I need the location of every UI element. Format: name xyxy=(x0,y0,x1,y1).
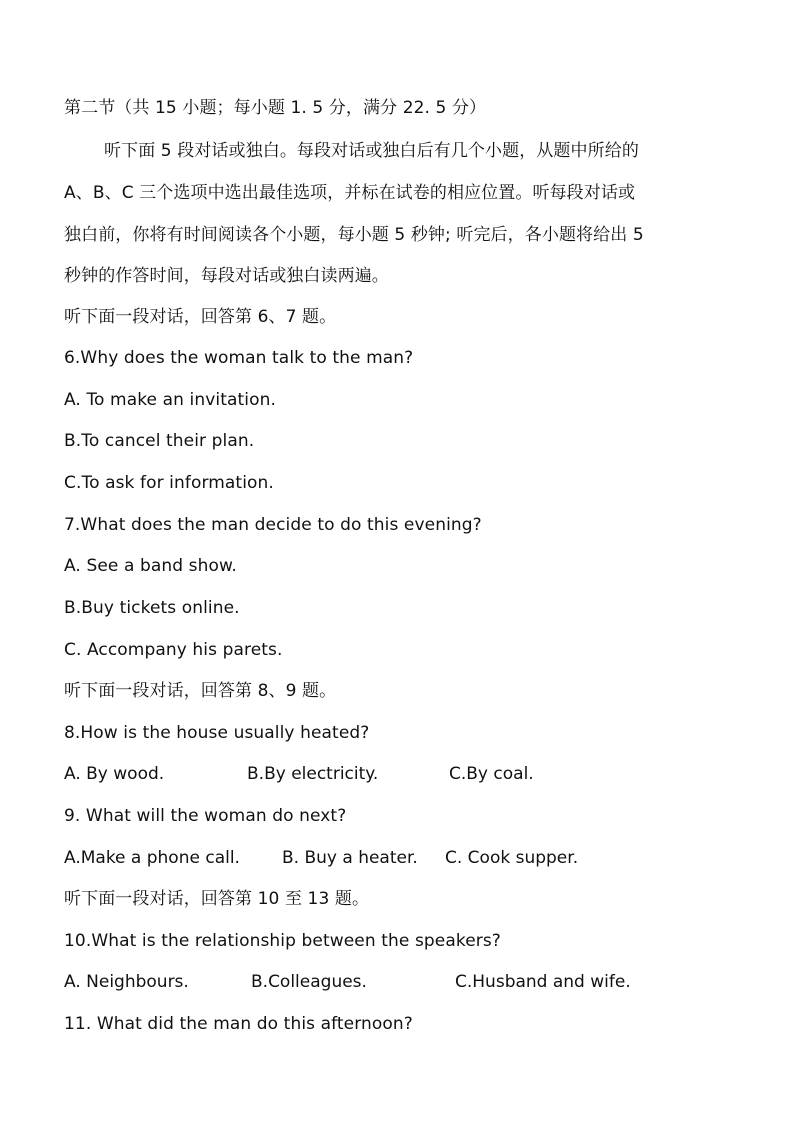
instructions-line-3: 独白前，你将有时间阅读各个小题，每小题 5 秒钟; 听完后，各小题将给出 5 xyxy=(64,225,644,245)
question-9-stem: 9. What will the woman do next? xyxy=(64,806,347,826)
question-8-option-a: A. By wood. xyxy=(64,764,165,784)
question-7-option-b: B.Buy tickets online. xyxy=(64,598,240,618)
question-10-option-a: A. Neighbours. xyxy=(64,972,189,992)
group-heading-6-7: 听下面一段对话，回答第 6、7 题。 xyxy=(64,307,337,327)
question-11-stem: 11. What did the man do this afternoon? xyxy=(64,1014,413,1034)
question-7-stem: 7.What does the man decide to do this evening? xyxy=(64,515,482,535)
instructions-line-4: 秒钟的作答时间，每段对话或独白读两遍。 xyxy=(64,266,389,286)
group-heading-10-13: 听下面一段对话，回答第 10 至 13 题。 xyxy=(64,889,370,909)
question-6-option-a: A. To make an invitation. xyxy=(64,390,276,410)
question-8-option-b: B.By electricity. xyxy=(247,764,379,784)
question-7-option-a: A. See a band show. xyxy=(64,556,237,576)
section-header: 第二节（共 15 小题；每小题 1. 5 分，满分 22. 5 分） xyxy=(64,98,487,118)
question-6-option-b: B.To cancel their plan. xyxy=(64,431,255,451)
question-10-option-c: C.Husband and wife. xyxy=(455,972,631,992)
question-10-option-b: B.Colleagues. xyxy=(251,972,367,992)
question-7-option-c: C. Accompany his parets. xyxy=(64,640,283,660)
question-8-option-c: C.By coal. xyxy=(449,764,534,784)
question-8-stem: 8.How is the house usually heated? xyxy=(64,723,370,743)
question-9-option-b: B. Buy a heater. xyxy=(282,848,418,868)
question-6-option-c: C.To ask for information. xyxy=(64,473,274,493)
question-6-stem: 6.Why does the woman talk to the man? xyxy=(64,348,414,368)
question-9-option-c: C. Cook supper. xyxy=(445,848,579,868)
question-9-option-a: A.Make a phone call. xyxy=(64,848,240,868)
group-heading-8-9: 听下面一段对话，回答第 8、9 题。 xyxy=(64,681,337,701)
instructions-line-2: A、B、C 三个选项中选出最佳选项，并标在试卷的相应位置。听每段对话或 xyxy=(64,183,636,203)
question-10-stem: 10.What is the relationship between the speakers? xyxy=(64,931,501,951)
instructions-line-1: 听下面 5 段对话或独白。每段对话或独白后有几个小题，从题中所给的 xyxy=(104,141,639,161)
